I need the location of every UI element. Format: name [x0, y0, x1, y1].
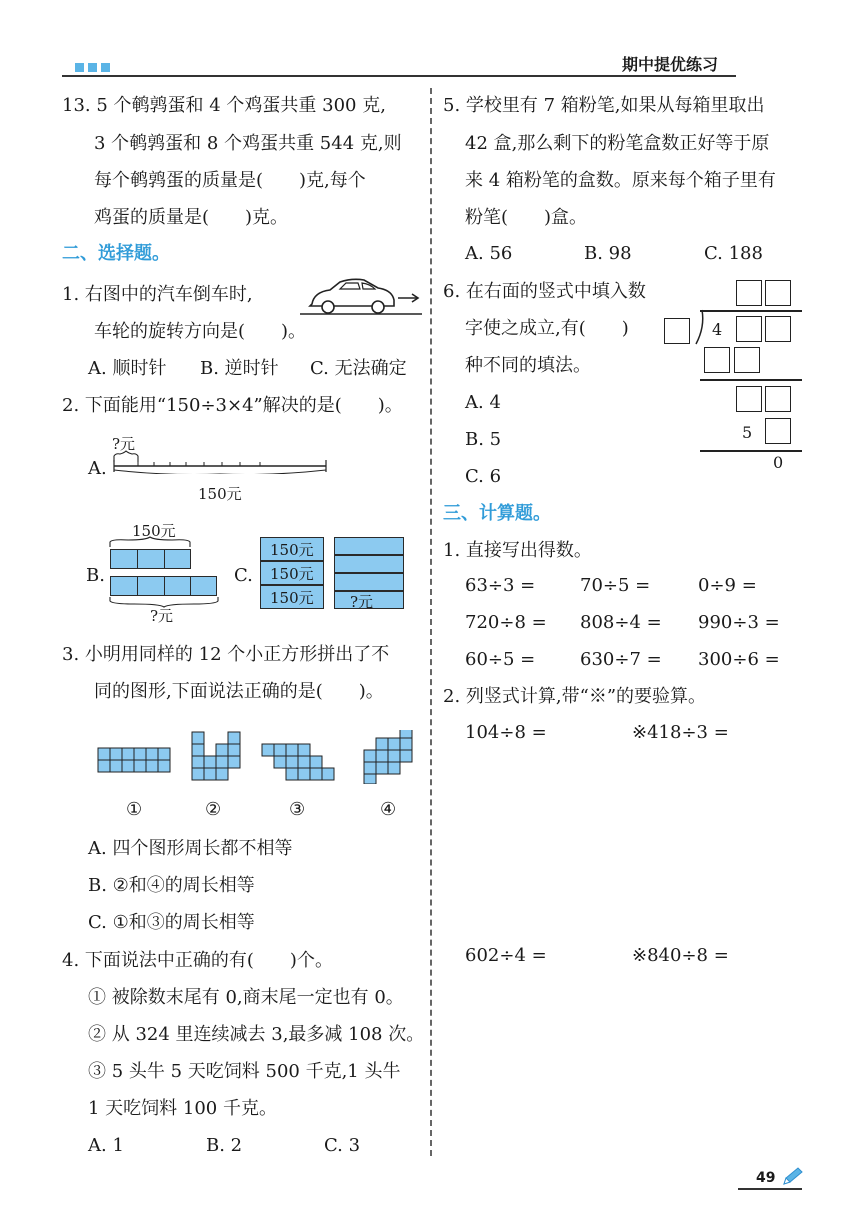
c1-item: 720÷8 = — [465, 612, 547, 633]
c2-stem: 2. 列竖式计算,带“※”的要验算。 — [443, 686, 707, 707]
q4-item-3-cont: 1 天吃饲料 100 千克。 — [88, 1098, 277, 1119]
section-choice-heading: 二、选择题。 — [62, 243, 170, 264]
q5-line-1: 5. 学校里有 7 箱粉笔,如果从每箱里取出 — [443, 95, 765, 116]
q4-item-2: ② 从 324 里连续减去 3,最多减 108 次。 — [88, 1024, 425, 1045]
q3-line-1: 3. 小明用同样的 12 个小正方形拼出了不 — [62, 644, 390, 665]
c1-stem: 1. 直接写出得数。 — [443, 540, 592, 561]
q4-item-3: ③ 5 头牛 5 天吃饲料 500 千克,1 头牛 — [88, 1061, 401, 1082]
q2-c-row-label: 150元 — [270, 565, 314, 583]
c1-item: 300÷6 = — [698, 649, 780, 670]
q3-shapes-figure — [96, 730, 416, 784]
c2-item: ※418÷3 = — [632, 722, 729, 743]
column-divider — [430, 88, 432, 1156]
q1-option-c: C. 无法确定 — [310, 358, 407, 379]
c1-item: 808÷4 = — [580, 612, 662, 633]
c2-item: ※840÷8 = — [632, 945, 729, 966]
q2-c-row-label: 150元 — [270, 541, 314, 559]
product-box[interactable] — [734, 347, 760, 373]
q2-b-bottom-label: ?元 — [150, 607, 174, 625]
q4-option-b: B. 2 — [206, 1135, 243, 1156]
pencil-icon — [782, 1166, 804, 1186]
q2-b-top-label: 150元 — [132, 522, 176, 540]
car-reversing-icon — [300, 276, 422, 320]
q1-option-a: A. 顺时针 — [88, 358, 167, 379]
q6-option-a: A. 4 — [465, 392, 501, 413]
header-decoration — [75, 57, 114, 76]
c1-item: 70÷5 = — [580, 575, 651, 596]
q5-line-3: 来 4 箱粉笔的盒数。原来每个箱子里有 — [465, 170, 776, 191]
q2-a-top-label: ?元 — [112, 435, 136, 453]
q2-c-right-label: ?元 — [350, 593, 374, 611]
c1-item: 0÷9 = — [698, 575, 757, 596]
q5-option-c: C. 188 — [704, 243, 763, 264]
q5-option-a: A. 56 — [465, 243, 513, 264]
subtraction-line — [700, 450, 802, 452]
q6-line-1: 6. 在右面的竖式中填入数 — [443, 281, 646, 302]
q5-option-b: B. 98 — [584, 243, 632, 264]
q3-option-c: C. ①和③的周长相等 — [88, 912, 255, 933]
product-box[interactable] — [765, 418, 791, 444]
c1-item: 60÷5 = — [465, 649, 536, 670]
q3-option-b: B. ②和④的周长相等 — [88, 875, 255, 896]
q2-a-bottom-label: 150元 — [198, 485, 242, 503]
division-bracket — [690, 309, 706, 345]
dividend-box[interactable] — [736, 316, 762, 342]
q2-c-row-label: 150元 — [270, 589, 314, 607]
q13-line-1: 13. 5 个鹌鹑蛋和 4 个鸡蛋共重 300 克, — [62, 95, 386, 116]
header-title: 期中提优练习 — [622, 55, 719, 74]
q4-option-c: C. 3 — [324, 1135, 361, 1156]
q3-shape-label-2: ② — [205, 799, 222, 820]
footer-rule — [738, 1188, 802, 1190]
q6-option-c: C. 6 — [465, 466, 502, 487]
q13-line-3: 每个鹌鹑蛋的质量是( )克,每个 — [94, 170, 366, 191]
c2-item: 602÷4 = — [465, 945, 547, 966]
q5-line-2: 42 盒,那么剩下的粉笔盒数正好等于原 — [465, 133, 770, 154]
quotient-box[interactable] — [736, 280, 762, 306]
q5-line-4: 粉笔( )盒。 — [465, 207, 588, 228]
q2-c-label: C. — [234, 565, 253, 586]
q6-line-3: 种不同的填法。 — [465, 355, 591, 376]
q4-stem: 4. 下面说法中正确的有( )个。 — [62, 950, 333, 971]
q2-b-label: B. — [86, 565, 105, 586]
q6-line-2: 字使之成立,有( ) — [465, 318, 629, 339]
q2-a-segment-diagram — [108, 450, 330, 474]
q1-line-1: 1. 右图中的汽车倒车时, — [62, 284, 253, 305]
q2-a-label: A. — [88, 458, 107, 479]
product-digit: 5 — [742, 423, 753, 442]
header-rule — [62, 75, 736, 77]
q3-line-2: 同的图形,下面说法正确的是( )。 — [94, 681, 384, 702]
c2-item: 104÷8 = — [465, 722, 547, 743]
c1-item: 63÷3 = — [465, 575, 536, 596]
q2-stem: 2. 下面能用“150÷3×4”解决的是( )。 — [62, 395, 403, 416]
c1-item: 630÷7 = — [580, 649, 662, 670]
q6-option-b: B. 5 — [465, 429, 502, 450]
q13-line-4: 鸡蛋的质量是( )克。 — [94, 207, 289, 228]
subtraction-line — [700, 379, 802, 381]
dividend-digit: 4 — [712, 320, 723, 339]
section-calc-heading: 三、计算题。 — [443, 503, 551, 524]
q2-b-brace-top — [108, 536, 192, 548]
q1-option-b: B. 逆时针 — [200, 358, 279, 379]
q4-item-1: ① 被除数末尾有 0,商末尾一定也有 0。 — [88, 987, 404, 1008]
q13-line-2: 3 个鹌鹑蛋和 8 个鸡蛋共重 544 克,则 — [94, 133, 402, 154]
q3-shape-label-3: ③ — [289, 799, 306, 820]
q3-shape-label-4: ④ — [380, 799, 397, 820]
q1-line-2: 车轮的旋转方向是( )。 — [94, 321, 307, 342]
c1-item: 990÷3 = — [698, 612, 780, 633]
product-box[interactable] — [704, 347, 730, 373]
remainder-box[interactable] — [765, 386, 791, 412]
remainder-box[interactable] — [736, 386, 762, 412]
q4-option-a: A. 1 — [88, 1135, 124, 1156]
remainder-digit: 0 — [773, 453, 784, 472]
page-number: 49 — [756, 1170, 776, 1186]
division-bar — [700, 310, 802, 312]
q3-shape-label-1: ① — [126, 799, 143, 820]
divisor-box[interactable] — [664, 318, 690, 344]
q3-option-a: A. 四个图形周长都不相等 — [88, 838, 293, 859]
quotient-box[interactable] — [765, 280, 791, 306]
dividend-box[interactable] — [765, 316, 791, 342]
